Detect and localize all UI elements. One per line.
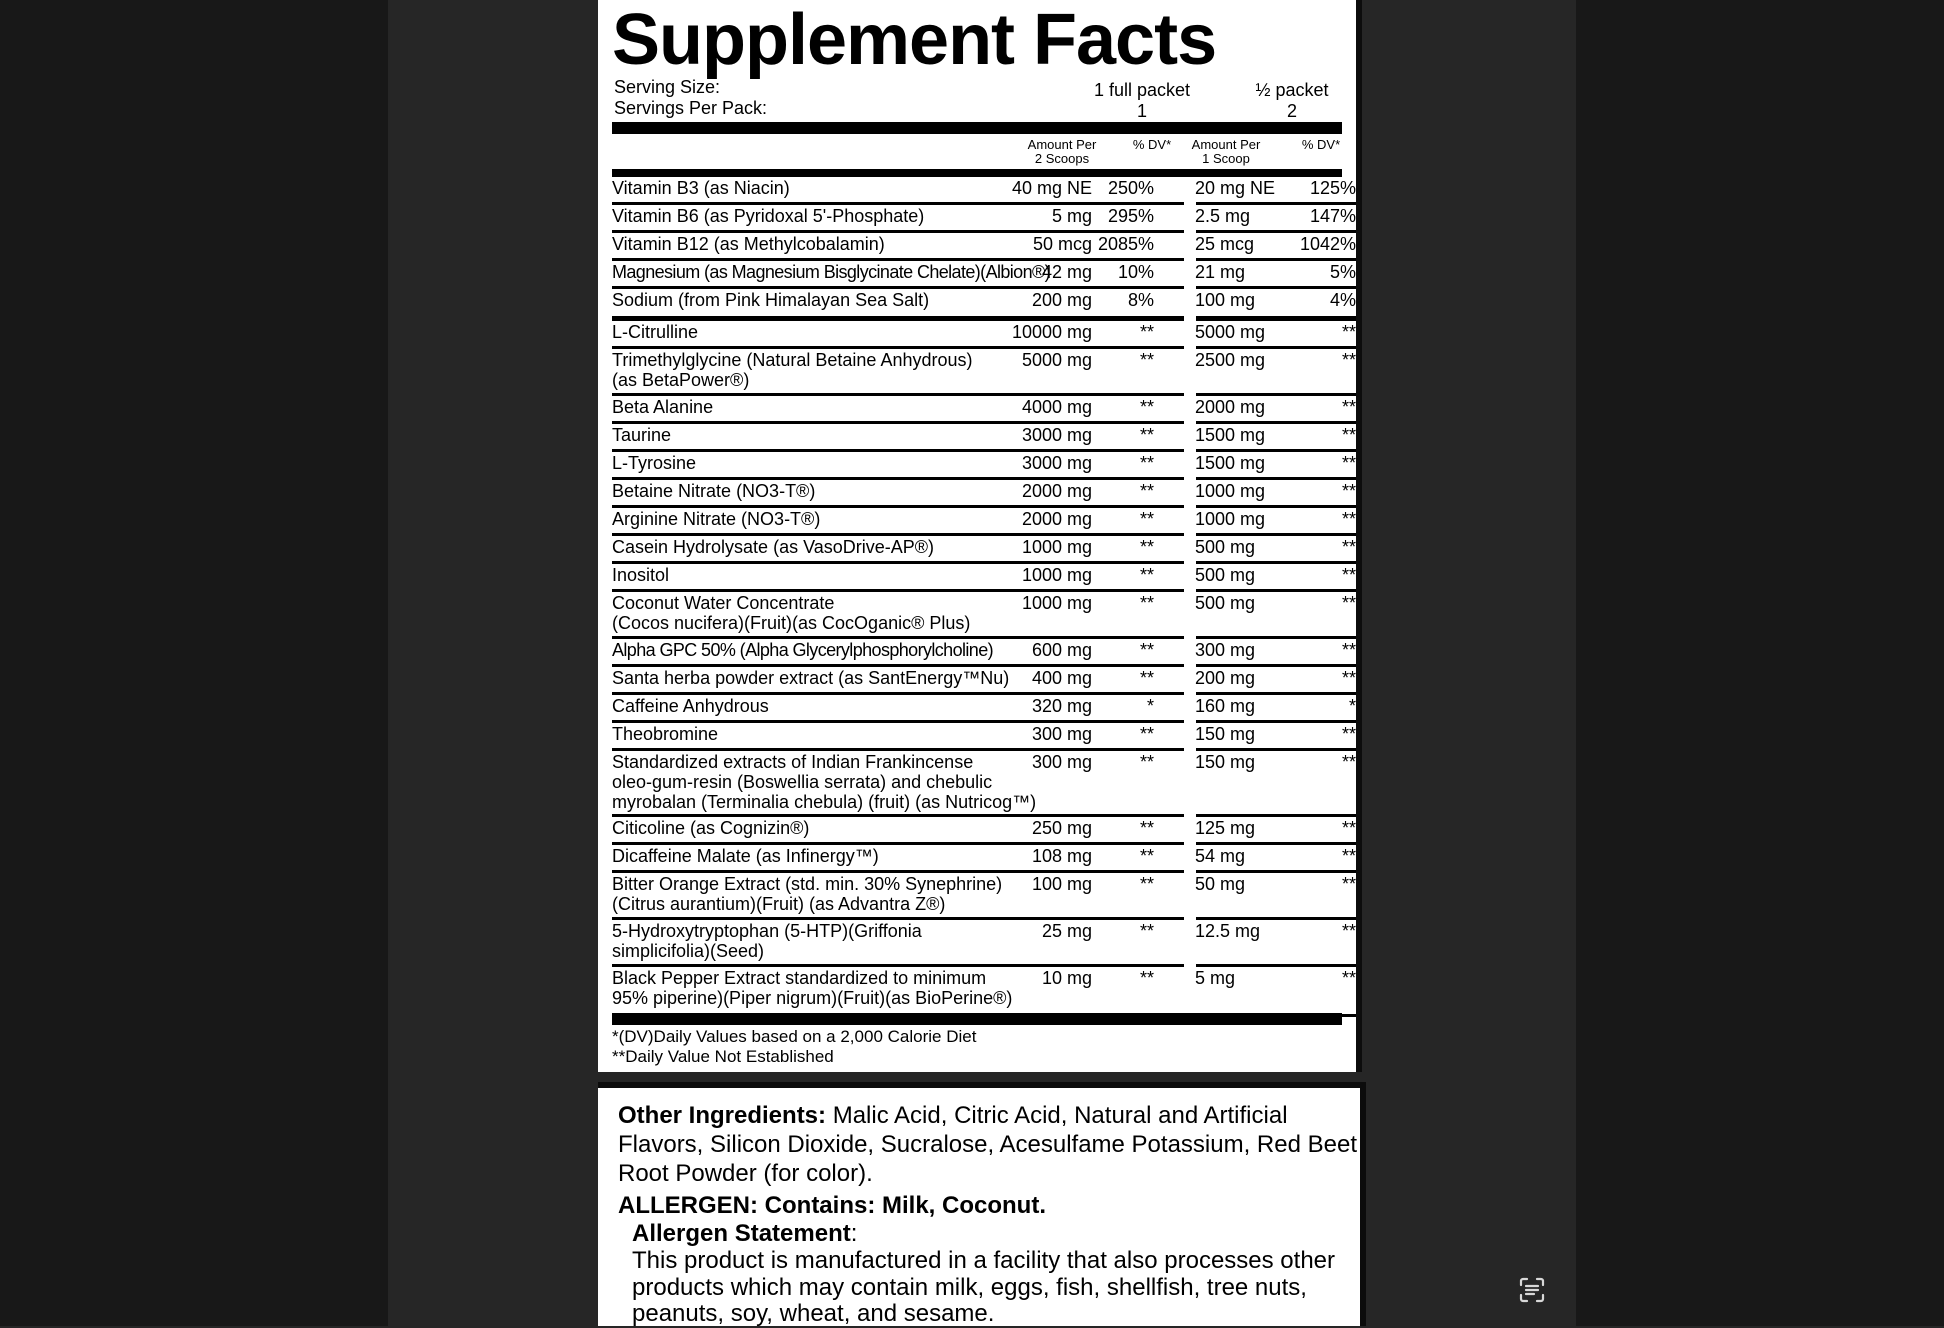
amount-per-2-scoops: 42 mg [1041, 262, 1092, 282]
col1-servings: 1 [1136, 101, 1147, 121]
amount-per-2-scoops: 1000 mg [1021, 537, 1092, 557]
dv-per-2-scoops: ** [1139, 874, 1154, 894]
nutrient-name: Inositol [612, 565, 670, 585]
table-row [612, 452, 1356, 480]
amount-per-1-scoop: 1000 mg [1195, 481, 1266, 501]
nutrient-name: Betaine Nitrate (NO3-T®) [612, 481, 816, 501]
dv-per-1-scoop: ** [1341, 921, 1356, 941]
amount-per-2-scoops: 40 mg NE [1011, 178, 1092, 198]
ingredients-text-1: Malic Acid, Citric Acid, Natural and Artificial [826, 1102, 1288, 1129]
col1-dv-header: % DV* [1132, 137, 1172, 152]
nutrient-name: Theobromine [612, 724, 719, 744]
dv-per-1-scoop: 5% [1329, 262, 1356, 282]
dv-per-1-scoop: ** [1341, 874, 1356, 894]
header-divider-right [1180, 122, 1342, 134]
table-row [612, 967, 1356, 1017]
table-row [612, 695, 1356, 723]
amount-per-1-scoop: 1500 mg [1195, 453, 1266, 473]
amount-per-2-scoops: 250 mg [1031, 818, 1092, 838]
amount-per-1-scoop: 150 mg [1195, 752, 1256, 772]
nutrient-name: Caffeine Anhydrous [612, 696, 769, 716]
amount-per-1-scoop: 200 mg [1195, 668, 1256, 688]
ingredients-line-3: Root Powder (for color). [618, 1160, 873, 1187]
amount-per-1-scoop: 21 mg [1195, 262, 1246, 282]
dv-per-2-scoops: ** [1139, 593, 1154, 613]
table-end-bar-right [1180, 1013, 1342, 1025]
nutrient-name: Citicoline (as Cognizin®) [612, 818, 810, 838]
dv-per-1-scoop: 4% [1329, 290, 1356, 310]
table-row [612, 177, 1356, 205]
amount-per-1-scoop: 150 mg [1195, 724, 1256, 744]
dv-per-1-scoop: 147% [1309, 206, 1356, 226]
nutrient-name: Bitter Orange Extract (std. min. 30% Synephrine) (Citrus aurantium)(Fruit) (as Advantra Z®) [612, 874, 1003, 914]
dv-per-1-scoop: ** [1341, 425, 1356, 445]
right-dark-margin [1576, 0, 1944, 1326]
amount-per-1-scoop: 2000 mg [1195, 397, 1266, 417]
dv-per-1-scoop: ** [1341, 481, 1356, 501]
amount-per-2-scoops: 108 mg [1031, 846, 1092, 866]
table-row [612, 349, 1356, 396]
col2-serving-size: ½ packet [1255, 80, 1329, 100]
dv-per-2-scoops: ** [1139, 322, 1154, 342]
nutrient-name: Standardized extracts of Indian Frankincense oleo-gum-resin (Boswellia serrata) and chebulic myrobalan (Terminalia chebula) (fruit) (as Nutricog™) [612, 752, 1037, 812]
dv-per-1-scoop: 125% [1309, 178, 1356, 198]
amount-per-2-scoops: 100 mg [1031, 874, 1092, 894]
nutrient-name: Sodium (from Pink Himalayan Sea Salt) [612, 290, 930, 310]
table-row [612, 508, 1356, 536]
amount-per-1-scoop: 25 mcg [1195, 234, 1255, 254]
panel-title: Supplement Facts [612, 0, 1217, 80]
dv-per-2-scoops: ** [1139, 668, 1154, 688]
amount-per-2-scoops: 50 mcg [1032, 234, 1092, 254]
amount-per-2-scoops: 5000 mg [1021, 350, 1092, 370]
amount-per-2-scoops: 5 mg [1051, 206, 1092, 226]
col2-servings: 2 [1286, 101, 1297, 121]
dv-per-2-scoops: 2085% [1097, 234, 1154, 254]
nutrient-name: L-Tyrosine [612, 453, 697, 473]
table-row [612, 639, 1356, 667]
amount-per-2-scoops: 2000 mg [1021, 481, 1092, 501]
col1-amount-header: Amount Per 2 Scoops [1027, 137, 1097, 166]
amount-per-1-scoop: 12.5 mg [1195, 921, 1261, 941]
amount-per-1-scoop: 2.5 mg [1195, 206, 1251, 226]
servings-per-pack-label: Servings Per Pack: [614, 98, 768, 118]
table-row [612, 536, 1356, 564]
ingredients-label: Other Ingredients: [618, 1102, 827, 1129]
dv-per-2-scoops: ** [1139, 397, 1154, 417]
allergen-contains: ALLERGEN: Contains: Milk, Coconut. [618, 1192, 1046, 1219]
dv-per-1-scoop: ** [1341, 724, 1356, 744]
table-row [612, 289, 1356, 321]
amount-per-1-scoop: 160 mg [1195, 696, 1256, 716]
column-header-divider-right [1180, 169, 1342, 177]
dv-per-1-scoop: ** [1341, 537, 1356, 557]
col1-serving-size: 1 full packet [1093, 80, 1191, 100]
nutrient-rows [612, 177, 1356, 1017]
dv-per-2-scoops: 8% [1127, 290, 1154, 310]
amount-per-1-scoop: 5 mg [1195, 968, 1236, 988]
nutrient-name: Vitamin B3 (as Niacin) [612, 178, 790, 198]
dv-per-1-scoop: ** [1341, 593, 1356, 613]
amount-per-2-scoops: 400 mg [1031, 668, 1092, 688]
dv-per-1-scoop: ** [1341, 668, 1356, 688]
amount-per-1-scoop: 50 mg [1195, 874, 1246, 894]
dv-per-2-scoops: ** [1139, 818, 1154, 838]
nutrient-name: Arginine Nitrate (NO3-T®) [612, 509, 821, 529]
table-row [612, 667, 1356, 695]
dv-per-2-scoops: 250% [1107, 178, 1154, 198]
dv-per-2-scoops: ** [1139, 921, 1154, 941]
amount-per-1-scoop: 125 mg [1195, 818, 1256, 838]
header-divider-left [612, 122, 1184, 134]
dv-per-1-scoop: ** [1341, 640, 1356, 660]
dv-per-2-scoops: * [1146, 696, 1154, 716]
nutrient-name: 5-Hydroxytryptophan (5-HTP)(Griffonia simplicifolia)(Seed) [612, 921, 922, 961]
amount-per-2-scoops: 3000 mg [1021, 453, 1092, 473]
serving-size-label: Serving Size: [614, 77, 721, 97]
nutrient-name: Dicaffeine Malate (as Infinergy™) [612, 846, 879, 866]
table-row [612, 321, 1356, 349]
amount-per-1-scoop: 500 mg [1195, 537, 1256, 557]
table-row [612, 920, 1356, 967]
table-row [612, 845, 1356, 873]
dv-per-1-scoop: 1042% [1299, 234, 1356, 254]
footnote-daily-values: *(DV)Daily Values based on a 2,000 Calorie Diet [612, 1027, 977, 1046]
text-scan-icon[interactable] [1518, 1276, 1546, 1304]
nutrient-name: Taurine [612, 425, 672, 445]
table-row [612, 233, 1356, 261]
amount-per-2-scoops: 2000 mg [1021, 509, 1092, 529]
table-row [612, 592, 1356, 639]
table-row [612, 873, 1356, 920]
allergen-statement-line-2: products which may contain milk, eggs, fish, shellfish, tree nuts, [632, 1274, 1307, 1301]
left-dark-margin [0, 0, 388, 1326]
nutrient-name: Magnesium (as Magnesium Bisglycinate Chelate)(Albion®) [612, 262, 1051, 282]
amount-per-2-scoops: 3000 mg [1021, 425, 1092, 445]
dv-per-2-scoops: 10% [1117, 262, 1154, 282]
amount-per-2-scoops: 300 mg [1031, 752, 1092, 772]
ingredients-line-1 [618, 1101, 1288, 1130]
nutrient-name: L-Citrulline [612, 322, 699, 342]
dv-per-2-scoops: ** [1139, 724, 1154, 744]
table-row [612, 424, 1356, 452]
dv-per-1-scoop: ** [1341, 509, 1356, 529]
allergen-statement-line-3: peanuts, soy, wheat, and sesame. [632, 1300, 995, 1327]
col2-dv-header: % DV* [1301, 137, 1341, 152]
ingredients-line-2: Flavors, Silicon Dioxide, Sucralose, Acesulfame Potassium, Red Beet [618, 1131, 1357, 1158]
supplement-facts-panel [598, 0, 1362, 1072]
allergen-statement-line-1: This product is manufactured in a facility that also processes other [632, 1247, 1336, 1274]
nutrient-name: Alpha GPC 50% (Alpha Glycerylphosphorylcholine) [612, 640, 994, 660]
table-row [612, 751, 1356, 817]
dv-per-1-scoop: ** [1341, 818, 1356, 838]
amount-per-2-scoops: 1000 mg [1021, 565, 1092, 585]
dv-per-2-scoops: ** [1139, 481, 1154, 501]
dv-per-2-scoops: ** [1139, 846, 1154, 866]
amount-per-1-scoop: 500 mg [1195, 565, 1256, 585]
dv-per-2-scoops: ** [1139, 509, 1154, 529]
amount-per-1-scoop: 5000 mg [1195, 322, 1266, 342]
dv-per-1-scoop: ** [1341, 846, 1356, 866]
amount-per-2-scoops: 10 mg [1041, 968, 1092, 988]
amount-per-1-scoop: 1500 mg [1195, 425, 1266, 445]
amount-per-1-scoop: 500 mg [1195, 593, 1256, 613]
dv-per-1-scoop: * [1348, 696, 1356, 716]
nutrient-name: Vitamin B6 (as Pyridoxal 5'-Phosphate) [612, 206, 925, 226]
nutrient-name: Casein Hydrolysate (as VasoDrive-AP®) [612, 537, 935, 557]
dv-per-2-scoops: 295% [1107, 206, 1154, 226]
dv-per-2-scoops: ** [1139, 752, 1154, 772]
amount-per-2-scoops: 320 mg [1031, 696, 1092, 716]
footnote-not-established: **Daily Value Not Established [612, 1047, 834, 1066]
dv-per-2-scoops: ** [1139, 425, 1154, 445]
amount-per-1-scoop: 1000 mg [1195, 509, 1266, 529]
amount-per-2-scoops: 200 mg [1031, 290, 1092, 310]
dv-per-1-scoop: ** [1341, 322, 1356, 342]
amount-per-2-scoops: 300 mg [1031, 724, 1092, 744]
dv-per-2-scoops: ** [1139, 350, 1154, 370]
other-ingredients-panel [598, 1082, 1366, 1326]
amount-per-1-scoop: 2500 mg [1195, 350, 1266, 370]
allergen-statement-heading: Allergen Statement: [632, 1220, 858, 1247]
amount-per-2-scoops: 600 mg [1031, 640, 1092, 660]
amount-per-1-scoop: 100 mg [1195, 290, 1256, 310]
dv-per-2-scoops: ** [1139, 640, 1154, 660]
table-row [612, 396, 1356, 424]
amount-per-2-scoops: 10000 mg [1011, 322, 1092, 342]
amount-per-2-scoops: 4000 mg [1021, 397, 1092, 417]
nutrient-name: Vitamin B12 (as Methylcobalamin) [612, 234, 885, 254]
nutrient-name: Santa herba powder extract (as SantEnergy™Nu) [612, 668, 1010, 688]
dv-per-2-scoops: ** [1139, 453, 1154, 473]
amount-per-2-scoops: 25 mg [1041, 921, 1092, 941]
table-row [612, 205, 1356, 233]
dv-per-1-scoop: ** [1341, 453, 1356, 473]
nutrient-name: Beta Alanine [612, 397, 714, 417]
table-end-bar-left [612, 1013, 1184, 1025]
dv-per-2-scoops: ** [1139, 565, 1154, 585]
nutrient-name: Coconut Water Concentrate (Cocos nucifera)(Fruit)(as CocOganic® Plus) [612, 593, 971, 633]
dv-per-2-scoops: ** [1139, 537, 1154, 557]
table-row [612, 261, 1356, 289]
amount-per-1-scoop: 54 mg [1195, 846, 1246, 866]
col2-amount-header: Amount Per 1 Scoop [1191, 137, 1261, 166]
dv-per-1-scoop: ** [1341, 397, 1356, 417]
column-header-divider-left [612, 169, 1184, 177]
table-row [612, 723, 1356, 751]
table-row [612, 817, 1356, 845]
dv-per-1-scoop: ** [1341, 968, 1356, 988]
nutrient-name: Trimethylglycine (Natural Betaine Anhydrous) (as BetaPower®) [612, 350, 973, 390]
nutrient-name: Black Pepper Extract standardized to minimum 95% piperine)(Piper nigrum)(Fruit)(as BioPerine®) [612, 968, 1013, 1008]
table-row [612, 564, 1356, 592]
dv-per-2-scoops: ** [1139, 968, 1154, 988]
amount-per-1-scoop: 300 mg [1195, 640, 1256, 660]
table-row [612, 480, 1356, 508]
dv-per-1-scoop: ** [1341, 752, 1356, 772]
amount-per-1-scoop: 20 mg NE [1195, 178, 1276, 198]
dv-per-1-scoop: ** [1341, 565, 1356, 585]
amount-per-2-scoops: 1000 mg [1021, 593, 1092, 613]
dv-per-1-scoop: ** [1341, 350, 1356, 370]
